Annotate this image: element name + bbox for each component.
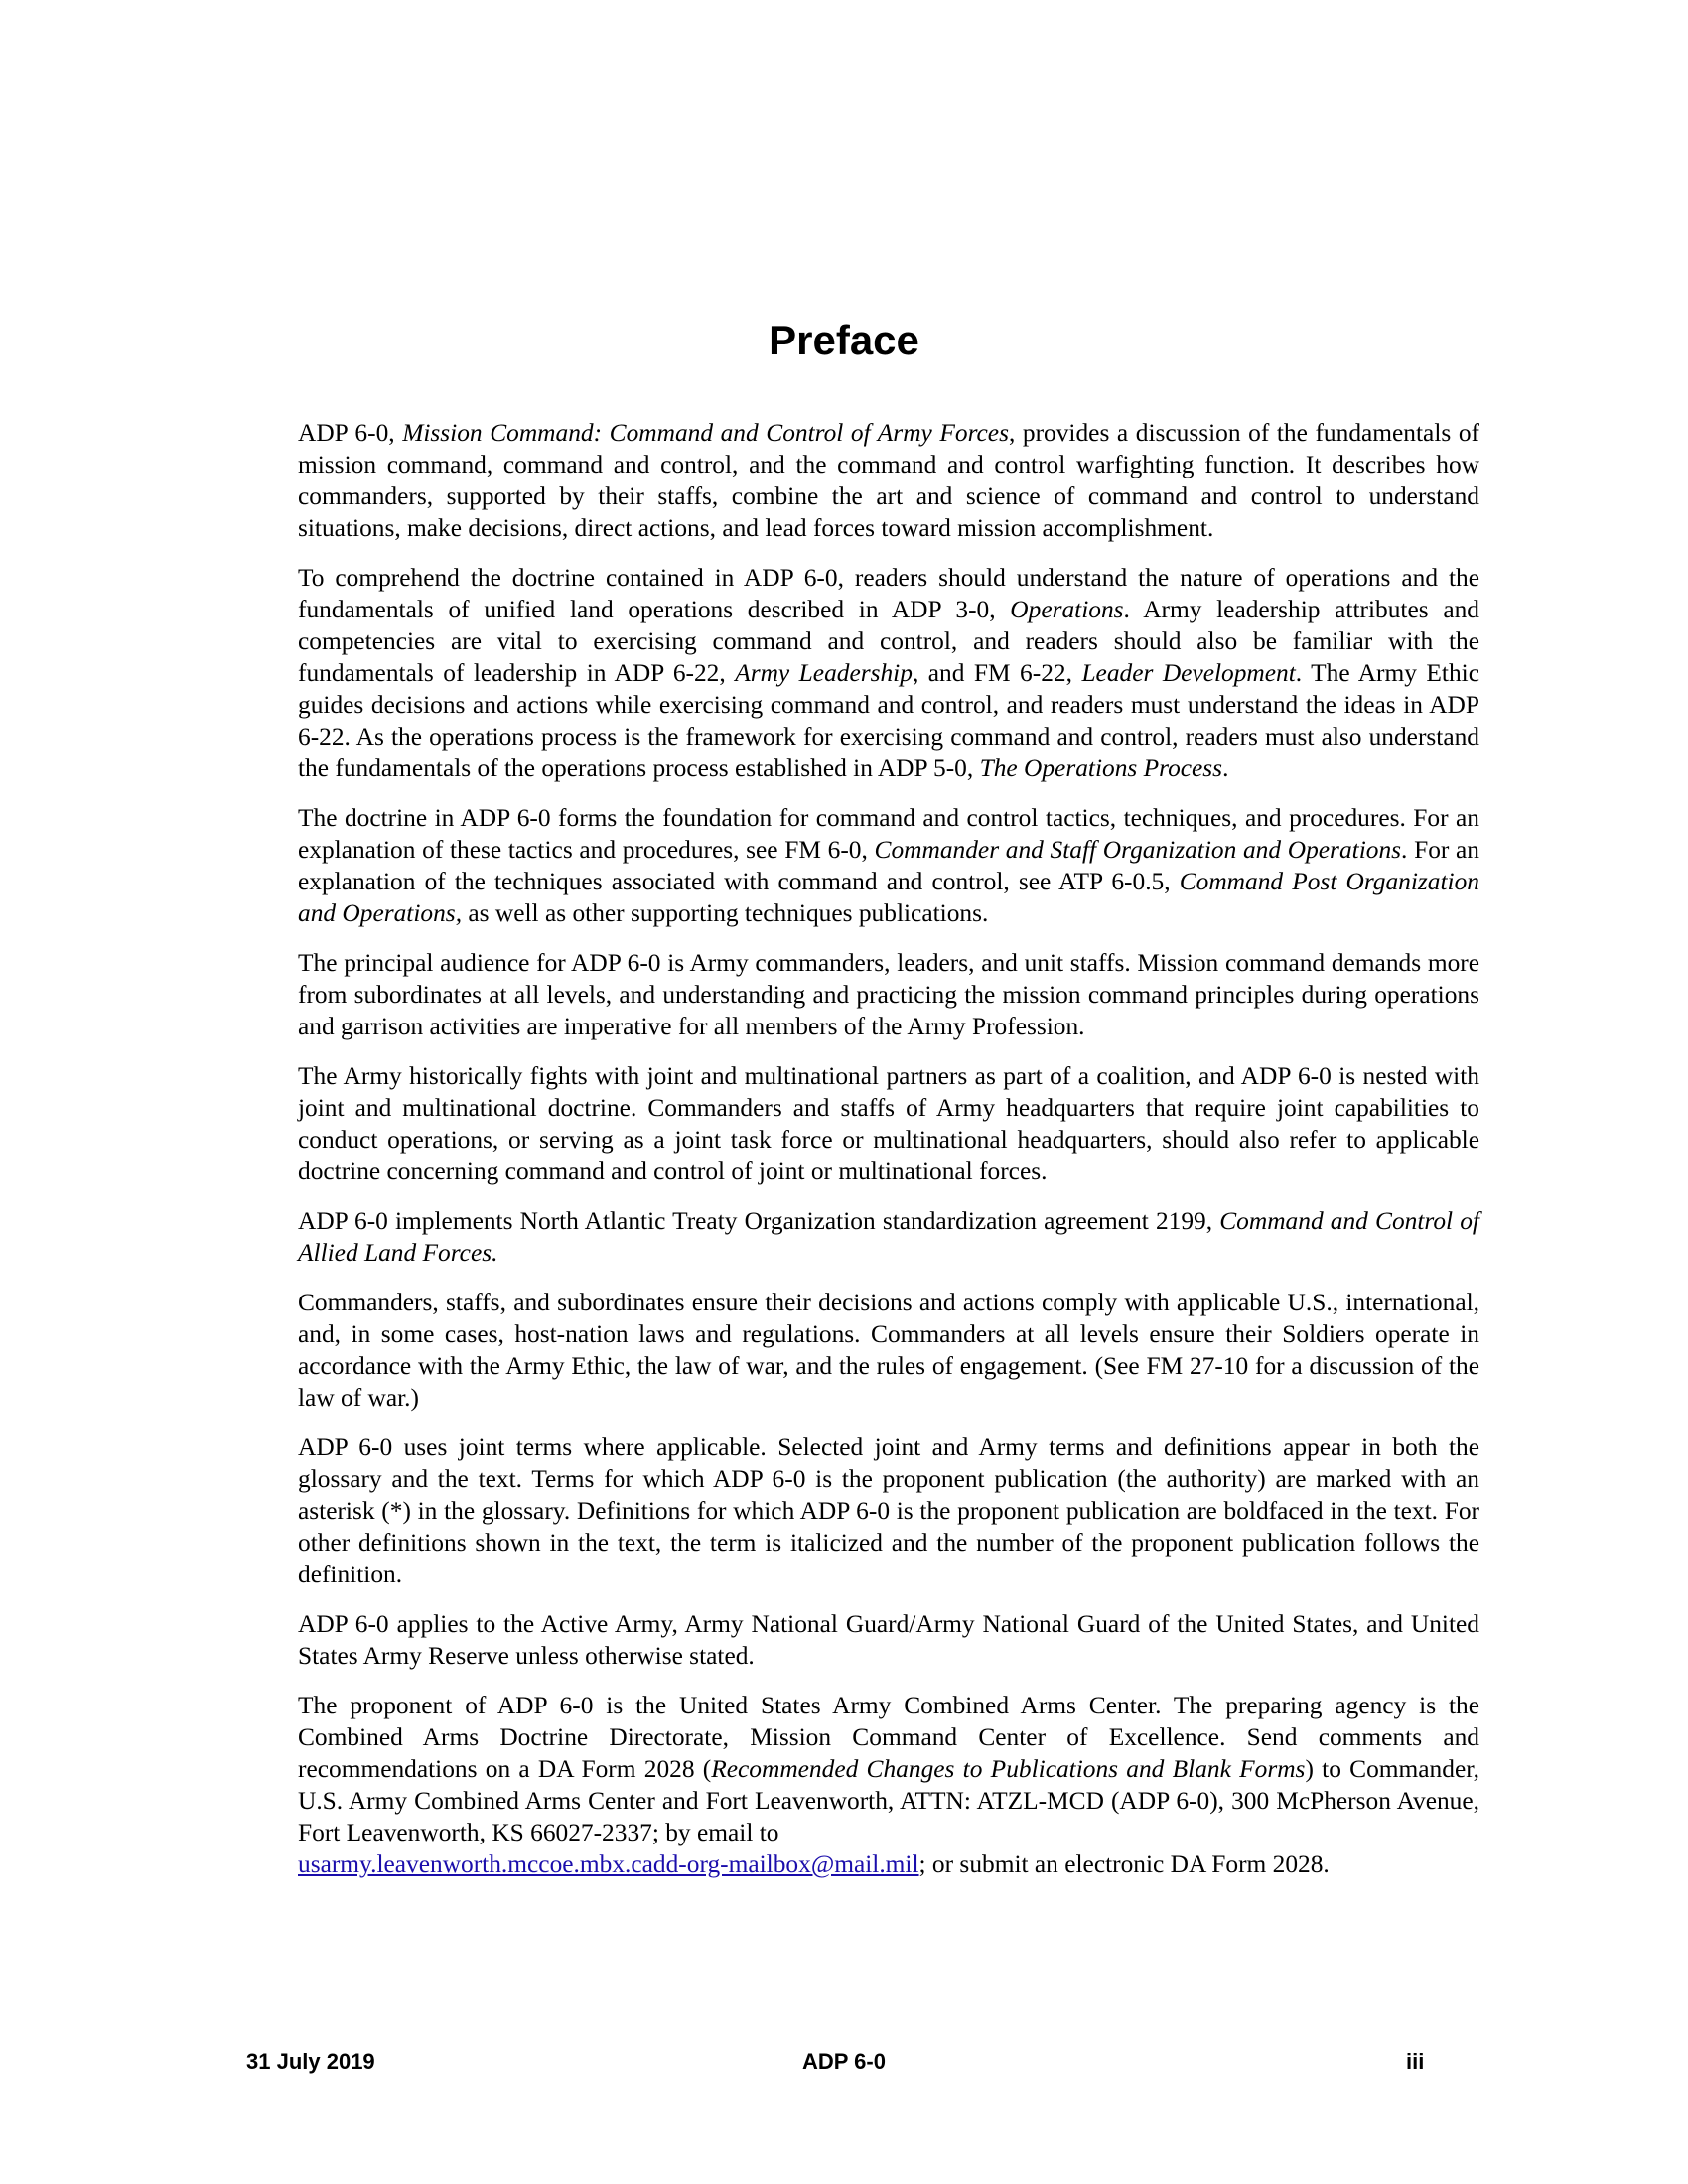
paragraph-joint-doctrine: The Army historically fights with joint and multinational partners as part of a coalition, and ADP 6-0 is nested with joint and multinational doctrine. Commanders and staffs of Army headquarters that require joint capabilities to conduct operations, or serving as a joint task force or multinational headquarters, should also refer to applicable doctrine concerning command and control of joint or multinational forces. — [298, 1062, 1479, 1185]
text: ; or submit an electronic DA Form 2028. — [918, 1850, 1330, 1878]
text: To comprehend the doctrine contained in ADP 6-0, readers should understand the nature of operations and the fundamentals of unified land operations described in ADP 3-0, — [298, 564, 1479, 623]
paragraph-purpose — [298, 417, 1479, 544]
paragraph-prerequisites — [298, 562, 1479, 784]
text: ) to Commander, U.S. Army Combined Arms Center and Fort Leavenworth, ATTN: ATZL-MCD (ADP 6-0), 300 McPherson Avenue, Fort Leavenworth, KS 66027-2337; by email to — [298, 1755, 1480, 1846]
text: . Army leadership attributes and competencies are vital to exercising command and control, and readers should also be familiar with the fundamentals of leadership in ADP 6-22, — [298, 596, 1479, 687]
publication-title: Mission Command: Command and Control of Army Forces — [402, 419, 1009, 447]
page-title: Preface — [769, 317, 919, 363]
publication-title: Leader Development — [1081, 659, 1296, 687]
paragraph-applicability: ADP 6-0 applies to the Active Army, Army National Guard/Army National Guard of the United States, and United States Army Reserve unless otherwise stated. — [298, 1610, 1479, 1670]
preface-body — [298, 417, 1479, 1898]
paragraph-nato-agreement — [298, 1205, 1479, 1269]
publication-title: Command Post Organization and Operations, — [298, 868, 1479, 927]
text: ADP 6-0, — [298, 419, 403, 447]
text: The doctrine in ADP 6-0 forms the foundation for command and control tactics, techniques, and procedures. For an explanation of these tactics and procedures, see FM 6-0, — [298, 804, 1479, 864]
publication-title: Command and Control of Allied Land Forces. — [298, 1207, 1479, 1267]
text: . For an explanation of the techniques associated with command and control, see ATP 6-0.5, — [298, 836, 1479, 895]
paragraph-proponent — [298, 1690, 1479, 1880]
paragraph-audience: The principal audience for ADP 6-0 is Army commanders, leaders, and unit staffs. Mission command demands more from subordinates at all levels, and understanding and practicing the mission command principles during operations and garrison activities are imperative for all members of the Army Profession. — [298, 949, 1479, 1040]
paragraph-related-doctrine — [298, 802, 1479, 929]
text: ADP 6-0 implements North Atlantic Treaty Organization standardization agreement 2199, — [298, 1207, 1220, 1235]
text: as well as other supporting techniques publications. — [462, 899, 989, 927]
paragraph-terminology: ADP 6-0 uses joint terms where applicable. Selected joint and Army terms and definitions appear in both the glossary and the text. Terms for which ADP 6-0 is the proponent publication (the authority) are marked with an asterisk (*) in the glossary. Definitions for which ADP 6-0 is the proponent publication are boldfaced in the text. For other definitions shown in the text, the term is italicized and the number of the proponent publication follows the definition. — [298, 1433, 1479, 1588]
footer-date: 31 July 2019 — [246, 2049, 375, 2074]
publication-title: Army Leadership — [735, 659, 913, 687]
publication-title: Operations — [1010, 596, 1124, 623]
publication-title: Commander and Staff Organization and Operations — [874, 836, 1402, 864]
text: , provides a discussion of the fundamentals of mission command, command and control, and the command and control warfighting function. It describes how commanders, supported by their staffs, combine the art and science of command and control to understand situations, make decisions, direct actions, and lead forces toward mission accomplishment. — [298, 419, 1479, 542]
footer-page-number: iii — [1406, 2049, 1425, 2074]
paragraph-legal-compliance: Commanders, staffs, and subordinates ensure their decisions and actions comply with applicable U.S., international, and, in some cases, host-nation laws and regulations. Commanders at all levels ensure their Soldiers operate in accordance with the Army Ethic, the law of war, and the rules of engagement. (See FM 27-10 for a discussion of the law of war.) — [298, 1289, 1479, 1412]
text: The proponent of ADP 6-0 is the United States Army Combined Arms Center. The preparing agency is the Combined Arms Doctrine Directorate, Mission Command Center of Excellence. Send comments and recommendations on a DA Form 2028 ( — [298, 1692, 1479, 1783]
email-link[interactable]: usarmy.leavenworth.mccoe.mbx.cadd-org-mailbox@mail.mil — [298, 1850, 919, 1878]
footer-publication: ADP 6-0 — [802, 2049, 886, 2074]
text: . The Army Ethic guides decisions and actions while exercising command and control, and readers must understand the ideas in ADP 6-22. As the operations process is the framework for exercising command and control, readers must also understand the fundamentals of the operations process established in ADP 5-0, — [298, 659, 1479, 782]
text: . — [1222, 754, 1229, 782]
form-title: Recommended Changes to Publications and Blank Forms — [711, 1755, 1306, 1783]
publication-title: The Operations Process — [979, 754, 1223, 782]
page-footer — [0, 2047, 1688, 2077]
text: , and FM 6-22, — [912, 659, 1082, 687]
